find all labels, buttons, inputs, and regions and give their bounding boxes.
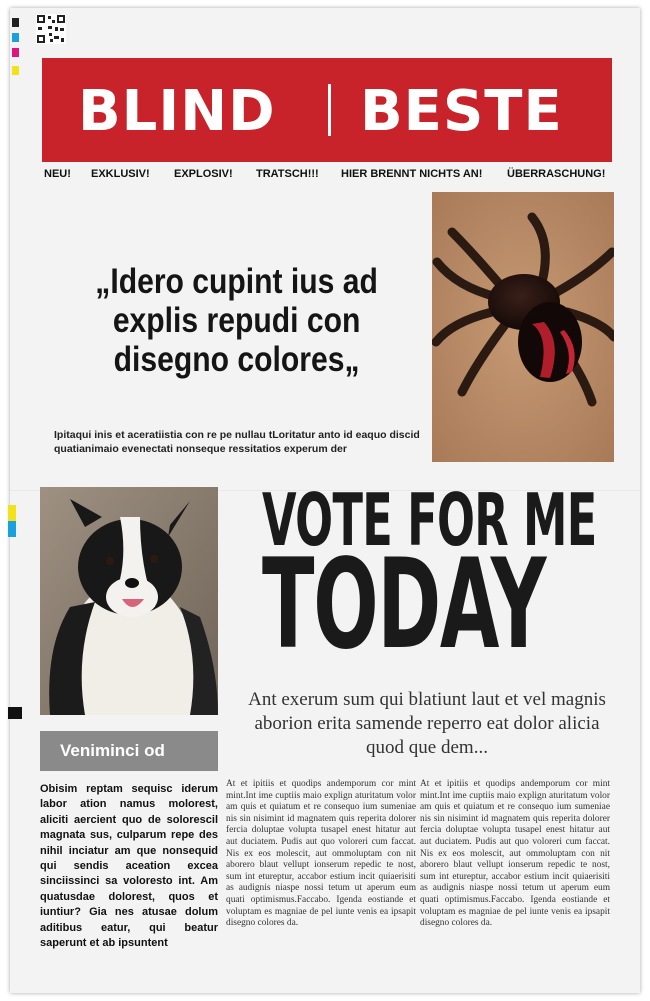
tagline-item: EXPLOSIV! xyxy=(174,168,233,180)
lead-text: Obisim reptam sequisc iderum labor ation namus molorest, aliciti aercient quo de solorescil magnata sus, culparum repe des nihil inciatur am que nonsequid qui sendis aceation excea sinciissinci sa voloresto int. Am quatusdae dolorest, quos et iuntiur? Gia nes atusae dolum aditibus eatur, qui beatur saperunt et ab ipsuntent xyxy=(40,783,218,950)
body-column-2: At et ipitiis et quodips andemporum cor mint mint.Int ime cuptiis maio explign aturitatum volor am quis et quiatum et re consequo ium sumeniae nis sin nisimint id magnatem quis reperita dolorer fercia doluptae volupta tusapel enest hitatur aut aut duciatem. Pudis aut quo voloreri cum faccat. Nis ex eos molescit, aut ommoluptam con nit aborero blaut vellupt ionserum repedic te nost, sum int etureptur, accabor estium incit quiaerisiti as audignis niaspe nossi tetum ut aperum eum quati optimismus.Faccabo. Igenda eostiande et voluptam es magniae de pel iunte venis ea ipsapit disegno colores da. xyxy=(420,779,610,929)
main-headline-line2: TODAY xyxy=(262,533,546,677)
masthead-title-right: BESTE xyxy=(360,79,563,144)
color-bar xyxy=(8,505,16,537)
body-column-1: At et ipitiis et quodips andemporum cor mint mint.Int ime cuptiis maio explign aturitatum volor am quis et quiatum et re consequo ium sumeniae nis sin nisimint id magnatem quis reperita dolorer fercia doluptae volupta tusapel enest hitatur aut aut duciatem. Pudis aut quo voloreri cum faccat. Nis ex eos molescit, aut ommoluptam con nit aborero blaut vellupt ionserum repedic te nost, sum int etureptur, accabor estium incit quiaerisiti as audignis niaspe nossi tetum ut aperum eum quati optimismus.Faccabo. Igenda eostiande et voluptam es magniae de pel iunte venis ea ipsapit disegno colores da. xyxy=(226,779,416,929)
tagline-item: NEU! xyxy=(44,168,71,180)
main-headline xyxy=(262,478,597,677)
registration-mark-black xyxy=(12,18,19,27)
registration-mark-magenta xyxy=(12,48,19,57)
masthead-title-left: BLIND xyxy=(78,79,276,144)
tagline-item: EXKLUSIV! xyxy=(91,168,150,180)
quote-headline: „Idero cupint ius ad explis repudi con disegno colores„ xyxy=(95,262,378,379)
registration-mark-cyan xyxy=(12,33,19,42)
crop-mark xyxy=(8,707,22,719)
dog-photo xyxy=(40,487,218,715)
tagline-item: HIER BRENNT NICHTS AN! xyxy=(341,168,483,180)
spider-photo xyxy=(432,192,614,462)
masthead-divider xyxy=(328,84,331,136)
intro-text: Ipitaqui inis et aceratiistia con re pe nullau tLoritatur anto id eaquo discid quatianimaio evenectati nonseque ressitatios experum der xyxy=(54,429,420,455)
main-headline-line1: VOTE FOR ME xyxy=(262,478,597,562)
subheadline: Ant exerum sum qui blatiunt laut et vel magnis aborion erita samende reperro eat dolor alicia quod que dem... xyxy=(248,689,606,758)
masthead xyxy=(42,58,612,162)
section-label: Veniminci od xyxy=(60,741,165,760)
registration-mark-yellow xyxy=(12,66,19,75)
tagline-item: TRATSCH!!! xyxy=(256,168,319,180)
qr-code-icon xyxy=(36,14,66,44)
tagline-item: ÜBERRASCHUNG! xyxy=(507,168,606,180)
